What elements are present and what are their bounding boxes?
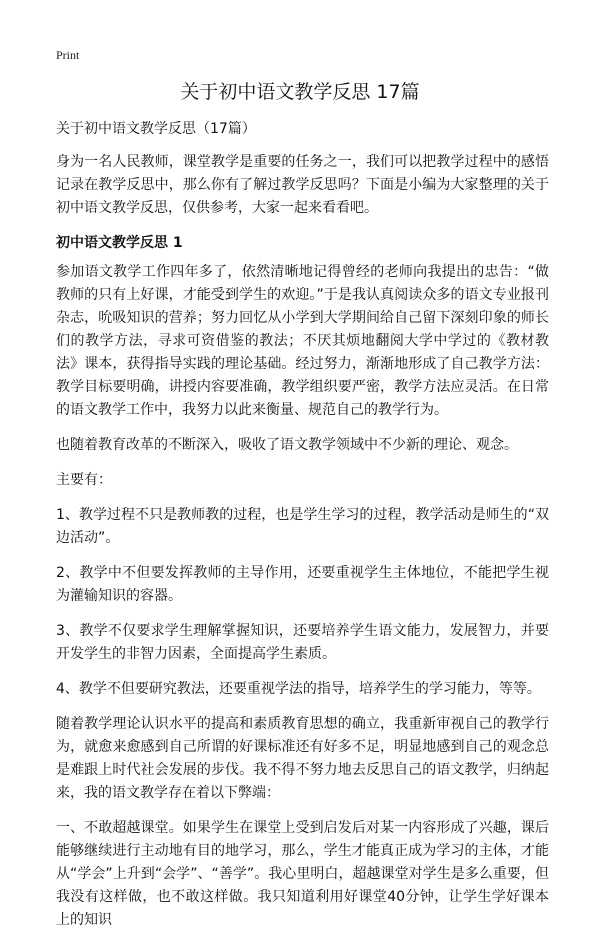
paragraph-2: 也随着教育改革的不断深入，吸收了语文教学领域中不少新的理论、观念。 [56, 437, 518, 453]
paragraph-1: 参加语文教学工作四年多了，依然清晰地记得曾经的老师向我提出的忠告：“做教师的只有上好课，才能受到学生的欢迎。”于是我认真阅读众多的语文专业报刊杂志，吮吸知识的营养；努力回忆从小学到大学期间给自己留下深刻印象的师长们的教学方法，寻求可资借鉴的教法；不厌其烦地翻阅大学中学过的《教材教法》课本，获得指导实践的理论基础。经过努力，渐渐地形成了自己教学方法：教学目标要明确，讲授内容要准确，教学组织要严密，教学方法应灵活。在日常的语文教学工作中，我努力以此来衡量、规范自己的教学行为。 [56, 264, 549, 418]
paragraph-5: 2、教学中不但要发挥教师的主导作用，还要重视学生主体地位，不能把学生视为灌输知识的容器。 [56, 565, 549, 604]
paragraph-6: 3、教学不仅要求学生理解掌握知识，还要培养学生语文能力，发展智力，并要开发学生的非智力因素，全面提高学生素质。 [56, 623, 549, 662]
article-subtitle: 关于初中语文教学反思（17篇） [56, 121, 256, 137]
paragraph-7: 4、教学不但要研究教法，还要重视学法的指导，培养学生的学习能力，等等。 [56, 681, 541, 697]
print-link[interactable]: Print [56, 48, 80, 62]
article-body [56, 118, 549, 944]
section-heading: 初中语文教学反思 1 [56, 235, 183, 251]
paragraph-4: 1、教学过程不只是教师教的过程，也是学生学习的过程，教学活动是师生的“双边活动”。 [56, 507, 549, 546]
page-title: 关于初中语文教学反思 17篇 [180, 81, 420, 103]
paragraph-3: 主要有： [56, 472, 112, 488]
paragraph-9: 一、不敢超越课堂。如果学生在课堂上受到启发后对某一内容形成了兴趣，课后能够继续进行主动地有目的地学习，那么，学生才能真正成为学习的主体，才能从“学会”上升到“会学”、“善学”。我心里明白，超越课堂对学生是多么重要，但我没有这样做，也不敢这样做。我只知道利用好课堂40分钟，让学生学好课本上的知识 [56, 820, 549, 928]
paragraph-8: 随着教学理论认识水平的提高和素质教育思想的确立，我重新审视自己的教学行为，就愈来愈感到自己所谓的好课标准还有好多不足，明显地感到自己的观念总是难跟上时代社会发展的步伐。我不得不努力地去反思自己的语文教学，归纳起来，我的语文教学存在着以下弊端： [56, 716, 549, 801]
intro-paragraph: 身为一名人民教师，课堂教学是重要的任务之一，我们可以把教学过程中的感悟记录在教学反思中，那么你有了解过教学反思吗？下面是小编为大家整理的关于初中语文教学反思，仅供参考，大家一起来看看吧。 [56, 154, 549, 216]
